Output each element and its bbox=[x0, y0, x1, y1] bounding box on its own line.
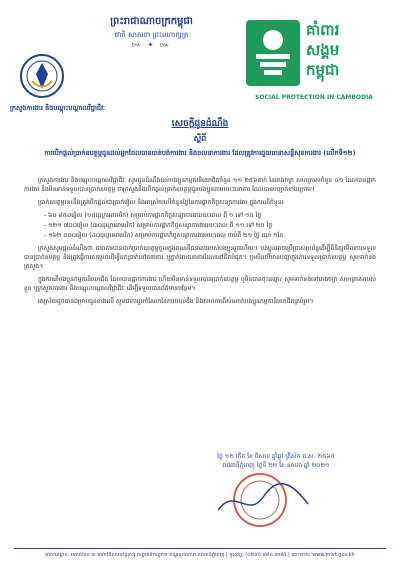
logo-line-1: គាំពារ bbox=[306, 21, 340, 39]
national-motto: ជាតិ សាសនា ព្រះមហាក្សត្រ bbox=[114, 31, 189, 39]
title-block bbox=[0, 118, 400, 158]
body-paragraph-5: អាស្រ័យដូចបានជម្រាបជូនខាងលើ សូមជាការរួមចំណែកនៃការយល់ដឹង និងសហការពីសំណាក់បងប្អូនកម្មករនិយោជិតគ្រប់រូប។ bbox=[38, 298, 314, 305]
body-paragraph-3: ក្រសួងសូមផ្តល់ដំណឹងថា ធនាគារបានដាក់ប្រាក់ឧបត្ថម្ភចូលក្នុងគណនីធនាគាររបស់បងប្អូនរួចហើយ។ បងប្អូនអាចប្រើប្រាស់ប្រព័ន្ធដើម្បីពិនិត្យមើលការទទួលបានប្រាក់ឧបត្ថម្ភ និងត្រូវធ្វើការសម្រេចដើម្បីដកប្រាក់នៅធនាគារ ឬភ្នាក់ងារធនាគារដែលនៅជិតបំផុត។ ប្រសិនបើមានបញ្ហាក្នុងការទទួលប្រាក់ឧបត្ថម្ភ សូមទាក់ទងក្រសួង។ bbox=[24, 245, 376, 270]
document-subtitle: ស្តីពី bbox=[193, 134, 207, 143]
body-paragraph-4: ក្នុងករណីបងប្អូនកម្មករនិយោជិត ដែលបានផ្អាកការងារ ហើយមិនទាន់ទទួលបានប្រាក់ឧបត្ថម្ភ ឬមិនបានចុះឈ្មោះ សូមទាក់ទងទៅរោងចក្រ សហគ្រាសរបស់ខ្លួន ឬក្រសួងការងារ និងបណ្តុះបណ្តាលវិជ្ជាជីវៈ ដើម្បីទទួលបានព័ត៌មានបន្ថែម។ bbox=[24, 276, 376, 292]
date-block bbox=[176, 452, 376, 470]
document-title: សេចក្តីជូនដំណឹង bbox=[171, 119, 229, 129]
header-left bbox=[14, 14, 244, 51]
body-paragraph-2: ប្រាក់ឧបត្ថម្ភនេះនឹងត្រូវបើកផ្តល់ជាប្រាក់រៀល និងអាស្រ័យលើចំនួនថ្ងៃនៃការផ្អាកកិច្ចសន្យាការងារ ក្នុងករណីចំនួន៖ bbox=[38, 199, 285, 206]
ministry-name: ក្រសួងការងារ និងបណ្តុះបណ្តាលវិជ្ជាជីវៈ bbox=[10, 104, 106, 112]
logo-line-3: កម្ពុជា bbox=[306, 61, 340, 79]
footer-divider bbox=[14, 548, 386, 549]
social-protection-logo-icon bbox=[244, 18, 302, 88]
footer-address: អាសយដ្ឋាន: អគារលេខ ៣ មហាវិថីសហព័ន្ធរុស្ស៊ី សង្កាត់ទឹកល្អក់១ ខណ្ឌទួលគោក រាជធានីភ្នំពេញ | ទូរស័ព្ទ: (០២៣) ៨៨៤ ៣៧៥ | គេហទំព័រ: www.mlvt.gov.kh bbox=[45, 552, 355, 558]
solar-date: រាជធានីភ្នំពេញ ថ្ងៃទី ២២ ខែ ឧសភា ឆ្នាំ ២០២១ bbox=[222, 462, 330, 469]
amount-item: - ៦០ ៨៥០រៀល (១៥ដុល្លារអាមេរិក) សម្រាប់ការផ្អាកកិច្ចសន្យាការងាររយៈពេល ពី ១ ទៅ ១០ ថ្ងៃ bbox=[44, 212, 262, 219]
amount-item: - ១២១ ៧០០រៀល (៣០ដុល្លារអាមេរិក) សម្រាប់ការផ្អាកកិច្ចសន្យាការងាររយៈពេល ពី ១១ ទៅ ២០ ថ្ងៃ bbox=[44, 222, 273, 229]
logo-line-2: សង្គម bbox=[306, 41, 340, 59]
amount-list bbox=[44, 211, 376, 240]
document-body bbox=[24, 176, 376, 310]
kingdom-title: ព្រះរាជាណាចក្រកម្ពុជា bbox=[110, 16, 193, 27]
ministry-emblem-icon bbox=[18, 52, 66, 100]
body-paragraph-1: ក្រសួងការងារ និងបណ្តុះបណ្តាលវិជ្ជាជីវៈ សូមជូនដំណឹងដល់បងប្អូនកម្មករនិយោជិតចំនួន ១១ ២៥៦នាក់ នៃរោងចក្រ សហគ្រាសចំនួន ៤១ ដែលបានផ្អាកការងារ និងមិនទាន់ទទួលបានប្រាក់ឧបត្ថម្ភ ថាក្រសួងនឹងបើកផ្តល់ប្រាក់ឧបត្ថម្ភជូនបងប្អូនតាមរយៈធនាគារ ដែលបានបញ្ជាក់ខាងក្រោម។ bbox=[24, 177, 376, 193]
signature-stamp-icon bbox=[200, 470, 320, 530]
amount-item: - ១៦២ ០០០រៀល (៤០ដុល្លារអាមេរិក) សម្រាប់ការផ្អាកកិច្ចសន្យាការងាររយៈពេល ចាប់ពី ២១ ថ្ងៃ ដល់ ១ខែ bbox=[44, 232, 284, 239]
lunar-date: ថ្ងៃ ១២ កើត ខែ ពិសាខ ឆ្នាំឆ្លូវ ត្រីស័ក ព.ស. ២៥៦៥ bbox=[217, 453, 335, 460]
decorative-divider: ៚ ✦ ៚ bbox=[131, 41, 172, 49]
logo-text bbox=[306, 20, 384, 80]
logo-caption: SOCIAL PROTECTION IN CAMBODIA bbox=[255, 94, 373, 101]
document-headline: ការបើកផ្តល់ប្រាក់ឧបត្ថម្ភជូនដល់អ្នកដែលបានបាត់បង់ការងារ និងចលនាការងារ ដែលត្រូវការជួយធានាសន្តិសុខការងារ (លើកទី១២) bbox=[44, 149, 356, 157]
